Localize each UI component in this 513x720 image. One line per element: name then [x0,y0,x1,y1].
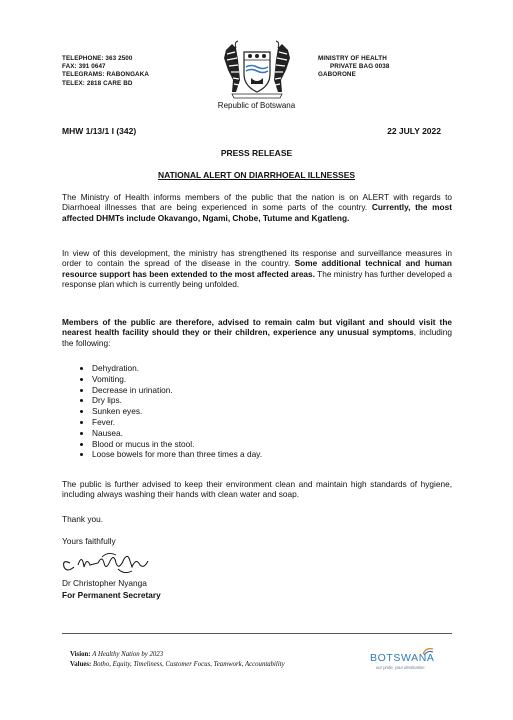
republic-caption: Republic of Botswana [217,101,296,110]
paragraph-alert [62,192,452,223]
values-text: Botho, Equity, Timeliness, Customer Focus, Teamwork, Accountability [92,661,285,668]
paragraph-response-intro: In view of this development, the ministry has strengthened its response and surveillance measures in order to contain the spread of the disease in the country. [62,248,452,269]
document-title: NATIONAL ALERT ON DIARRHOEAL ILLNESSES [157,170,356,180]
paragraph-response [62,248,452,290]
reference-number: MHW 1/13/1 I (342) [62,126,137,136]
values-label: Values: [70,661,92,668]
coat-of-arms-icon [218,40,296,100]
symptoms-list [62,363,262,460]
botswana-brand-logo [370,646,460,678]
telex-line: TELEX: 2818 CARE BD [62,79,133,87]
city: GABORONE [318,71,356,79]
ministry-address [318,55,389,80]
vision-label: Vision: [70,651,91,658]
list-item: • Vomiting. [92,374,262,385]
list-item: • Dehydration. [92,363,262,374]
list-item: • Dry lips. [92,395,262,406]
vision-line [70,650,285,660]
list-item: • Loose bowels for more than three times a day. [92,449,262,460]
paragraph-alert-intro: The Ministry of Health informs members of the public that the nation is on ALERT with regards to Diarrhoeal illnesses that are being experienced in some parts of the country. [62,192,452,213]
signer-title: For Permanent Secretary [62,590,161,600]
paragraph-advice-bold: Members of the public are therefore, advised to remain calm but vigilant and should visit the nearest health facility should they or their children, experience any unusual symptoms [62,317,452,338]
paragraph-advice [62,317,452,348]
ministry-name: MINISTRY OF HEALTH [318,55,387,62]
paragraph-response-plan: The ministry has further developed a response plan which is currently being unfolded. [62,268,452,290]
values-line [70,660,285,670]
document-type: PRESS RELEASE [220,148,293,158]
letterhead-contacts [62,55,149,88]
paragraph-advice-tail: , including the following: [62,327,452,348]
private-bag: PRIVATE BAG 0038 [330,63,390,71]
paragraph-alert-affected: Currently, the most affected DHMTs include Okavango, Ngami, Chobe, Tutume and Kgatleng. [62,202,452,223]
list-item: • Fever. [92,417,262,428]
paragraph-hygiene: The public is further advised to keep their environment clean and maintain high standards of hygiene, including always washing their hands with clean water and soap. [62,479,452,500]
list-item: • Nausea. [92,428,262,439]
telephone-line: TELEPHONE: 363 2500 [62,55,133,62]
closing-thanks: Thank you. [62,514,104,524]
list-item: • Blood or mucus in the stool. [92,439,262,450]
list-item: • Sunken eyes. [92,406,262,417]
footer-divider [62,633,452,634]
footer-values [70,650,285,670]
telegrams-line: TELEGRAMS: RABONGAKA [62,71,150,79]
vision-text: A Healthy Nation by 2023 [92,651,164,658]
signer-name: Dr Christopher Nyanga [62,578,147,588]
closing-salutation: Yours faithfully [62,536,116,546]
brand-name: BOTSWANA [370,652,435,664]
signature-icon [58,549,168,577]
release-date: 22 JULY 2022 [387,126,441,136]
brand-tagline: our pride, your destination [376,665,425,670]
paragraph-response-support: Some additional technical and human resource support has been extended to the most affected areas. [62,258,452,279]
fax-line: FAX: 391 0647 [62,63,106,71]
list-item: • Decrease in urination. [92,385,262,396]
